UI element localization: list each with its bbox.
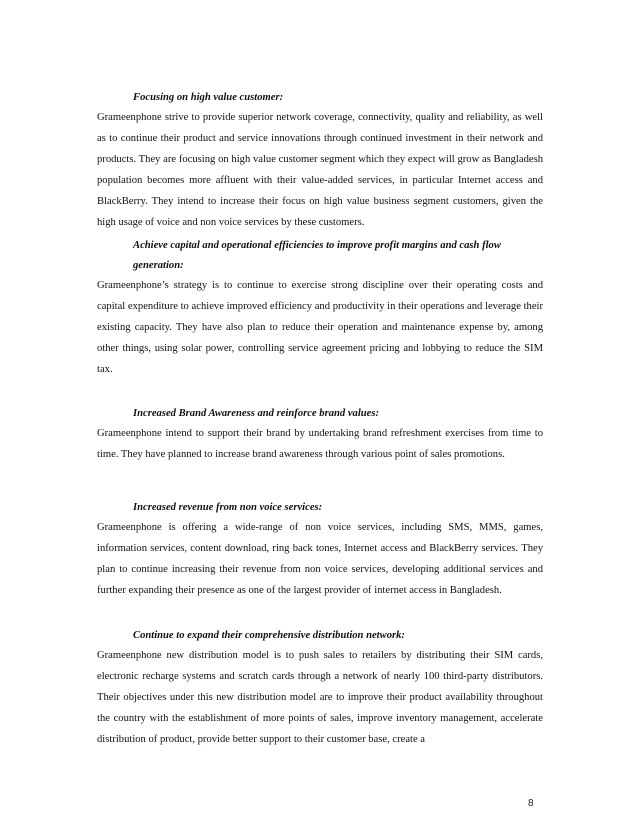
section-capital-efficiencies (97, 236, 543, 381)
section-body: Grameenphone new distribution model is to push sales to retailers by distributing their SIM cards, electronic recharge systems and scratch cards through a network of nearly 100 third-party distributors. Their objectives under this new distribution model are to improve their product availability throughout the country with the establishment of more points of sales, improve inventory management, accelerate distribution of product, provide better support to their customer base, create a (97, 650, 543, 745)
section-high-value-customer (97, 88, 543, 233)
section-heading: Achieve capital and operational efficiencies to improve profit margins and cash flow generation: (133, 240, 501, 271)
section-heading: Increased revenue from non voice services: (133, 502, 323, 513)
section-body: Grameenphone intend to support their brand by undertaking brand refreshment exercises from time to time. They have planned to increase brand awareness through various point of sales promotions. (97, 428, 543, 460)
section-body: Grameenphone strive to provide superior network coverage, connectivity, quality and reliability, as well as to continue their product and service innovations through continued investment in their network and products. They are focusing on high value customer segment which they expect will grow as Bangladesh population becomes more affluent with their value-added services, in particular Internet access and BlackBerry. They intend to increase their focus on high value business segment customers, given the high usage of voice and non voice services by these customers. (97, 112, 543, 228)
section-heading: Continue to expand their comprehensive distribution network: (133, 630, 405, 641)
section-heading: Increased Brand Awareness and reinforce brand values: (133, 408, 380, 419)
section-non-voice-revenue (97, 498, 543, 602)
section-heading: Focusing on high value customer: (133, 92, 284, 103)
section-body: Grameenphone is offering a wide-range of non voice services, including SMS, MMS, games, information services, content download, ring back tones, Internet access and BlackBerry services. They plan to continue increasing their revenue from non voice services, developing additional services and further expanding their presence as one of the largest provider of internet access in Bangladesh. (97, 522, 543, 596)
section-body: Grameenphone’s strategy is to continue to exercise strong discipline over their operating costs and capital expenditure to achieve improved efficiency and productivity in their operations and leverage their existing capacity. They have also plan to reduce their operation and maintenance expense by, among other things, using solar power, controlling service agreement pricing and lobbying to reduce the SIM tax. (97, 280, 543, 375)
page-number: 8 (528, 798, 534, 809)
section-brand-awareness (97, 404, 543, 466)
section-distribution-network (97, 626, 543, 751)
